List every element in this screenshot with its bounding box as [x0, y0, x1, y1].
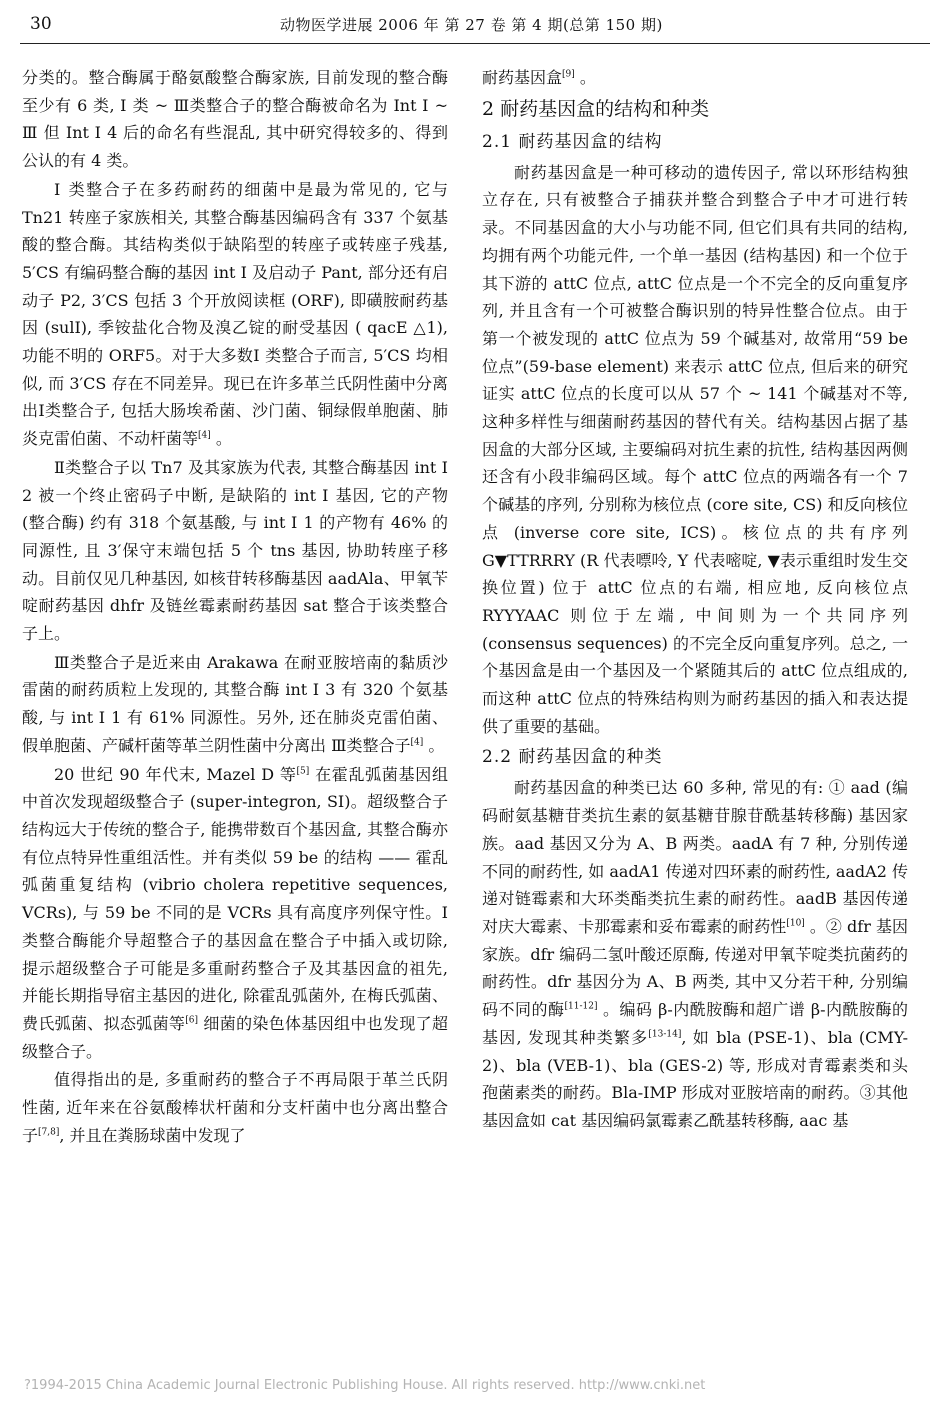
section-heading: 2 耐药基因盒的结构和种类 — [482, 97, 710, 120]
citation: [4] — [410, 737, 424, 748]
paragraph: 耐药基因盒的种类已达 60 多种, 常见的有: ① aad (编码耐氨基糖苷类抗生素的氨基糖苷腺苷酰基转移酶) 基因家族。aad 基因又分为 A、B 两类。aadA 有 7 种, 分别传递不同的耐药性, 如 aadA1 传递对四环素的耐药性, aadA2 传递对链霉素和大环类酯类抗生素的耐药性。aadB 基因传递对庆大霉素、卡那霉素和妥布霉素的耐药性[10] 。② dfr 基因家族。dfr 编码二氢叶酸还原酶, 传递对甲氧苄啶类抗菌药的耐药性。dfr 基因分为 A、B 两类, 其中又分若干种, 分别编码不同的酶[11-12] 。编码 β-内酰胺酶和超广谱 β-内酰胺酶的基因, 发现其种类繁多[13-14], 如 bla (PSE-1)、bla (CMY-2)、bla (VEB-1)、bla (GES-2) 等, 形成对青霉素类和头孢菌素类的耐药。Bla-IMP 形成对亚胺培南的耐药。③其他基因盒如 cat 基因编码氯霉素乙酰基转移酶, aac 基 — [482, 778, 908, 1130]
page-header — [30, 14, 920, 38]
paragraph: 耐药基因盒[9] 。 — [482, 68, 596, 87]
copyright-watermark: ?1994-2015 China Academic Journal Electronic Publishing House. All rights reserved. http://www.cnki.net — [24, 1378, 706, 1393]
page-number: 30 — [30, 14, 52, 34]
citation: [7,8] — [38, 1127, 60, 1138]
left-column — [22, 64, 448, 1150]
paragraph: Ⅱ类整合子以 Tn7 及其家族为代表, 其整合酶基因 int Ⅰ 2 被一个终止密码子中断, 是缺陷的 int Ⅰ 基因, 它的产物 (整合酶) 约有 318 个氨基酸, 与 int Ⅰ 1 的产物有 46% 的同源性, 且 3′保守末端包括 5 个 tns 基因, 协助转座子移动。目前仅见几种基因, 如核苷转移酶基因 aadAla、甲氧苄啶耐药基因 dhfr 及链丝霉素耐药基因 sat 整合于该类整合子上。 — [22, 457, 448, 644]
citation: [10] — [786, 918, 805, 929]
paragraph: 值得指出的是, 多重耐药的整合子不再局限于革兰氏阴性菌, 近年来在谷氨酸棒状杆菌和分支杆菌中也分离出整合子[7,8], 并且在粪肠球菌中发现了 — [22, 1070, 448, 1145]
paragraph: 耐药基因盒是一种可移动的遗传因子, 常以环形结构独立存在, 只有被整合子捕获并整合到整合子中才可进行转录。不同基因盒的大小与功能不同, 但它们具有共同的结构, 均拥有两个功能元件, 一个单一基因 (结构基因) 和一个位于其下游的 attC 位点, attC 位点是一个不完全的反向重复序列, 并且含有一个可被整合酶识别的特异性整合位点。由于第一个被发现的 attC 位点为 59 个碱基对, 故常用“59 be 位点”(59-base element) 来表示 attC 位点, 但后来的研究证实 attC 位点的长度可以从 57 个 ~ 141 个碱基对不等, 这种多样性与细菌耐药基因的替代有关。结构基因占据了基因盒的大部分区域, 主要编码对抗生素的抗性, 结构基因两侧还含有小段非编码区域。每个 attC 位点的两端各有一个 7 个碱基的序列, 分别称为核位点 (core site, CS) 和反向核位点 (inverse core site, ICS)。核位点的共有序列 G▼TTRRRY (R 代表嘌呤, Y 代表嘧啶, ▼表示重组时发生交换位置) 位于 attC 位点的右端, 相应地, 反向核位点 RYYYAAC 则位于左端, 中间则为一个共同序列 (consensus sequences) 的不完全反向重复序列。总之, 一个基因盒是由一个基因及一个紧随其后的 attC 位点组成的, 而这种 attC 位点的特殊结构则为耐药基因的插入和表达提供了重要的基础。 — [482, 162, 908, 736]
citation: [11-12] — [564, 1001, 598, 1012]
running-title: 动物医学进展 2006 年 第 27 卷 第 4 期(总第 150 期) — [280, 16, 663, 34]
citation: [13-14] — [648, 1029, 682, 1040]
paragraph: Ⅰ 类整合子在多药耐药的细菌中是最为常见的, 它与 Tn21 转座子家族相关, 其整合酶基因编码含有 337 个氨基酸的整合酶。其结构类似于缺陷型的转座子或转座子残基, 5′CS 有编码整合酶的基因 int Ⅰ 及启动子 Pant, 部分还有启动子 P2, 3′CS 包括 3 个开放阅读框 (ORF), 即磺胺耐药基因 (sulI), 季铵盐化合物及溴乙锭的耐受基因 ( qacE △1), 功能不明的 ORF5。对于大多数Ⅰ 类整合子而言, 5′CS 均相似, 而 3′CS 存在不同差异。现已在许多革兰氏阴性菌中分离出Ⅰ类整合子, 包括大肠埃希菌、沙门菌、铜绿假单胞菌、肺炎克雷伯菌、不动杆菌等[4] 。 — [22, 179, 448, 449]
subsection-heading: 2.2 耐药基因盒的种类 — [482, 747, 663, 768]
citation: [6] — [185, 1015, 199, 1026]
paragraph: 分类的。整合酶属于酪氨酸整合酶家族, 目前发现的整合酶至少有 6 类, Ⅰ 类 ~ Ⅲ类整合子的整合酶被命名为 Int Ⅰ ~ Ⅲ 但 Int Ⅰ 4 后的命名有些混乱, 其中研究得较多的、得到公认的有 4 类。 — [22, 68, 448, 171]
citation: [9] — [562, 69, 575, 80]
paragraph: 20 世纪 90 年代末, Mazel D 等[5] 在霍乱弧菌基因组中首次发现超级整合子 (super-integron, SI)。超级整合子结构远大于传统的整合子, 能携带数百个基因盒, 其整合酶亦有位点特异性重组活性。并有类似 59 be 的结构 —— 霍乱弧菌重复结构 (vibrio cholera repetitive sequences, VCRs), 与 59 be 不同的是 VCRs 具有高度序列保守性。Ⅰ 类整合酶能介导超整合子的基因盒在整合子中插入或切除, 提示超级整合子可能是多重耐药整合子及其基因盒的祖先, 并能长期指导宿主基因的进化, 除霍乱弧菌外, 在梅氏弧菌、费氏弧菌、拟态弧菌等[6] 细菌的染色体基因组中也发现了超级整合子。 — [22, 764, 448, 1061]
citation: [4] — [198, 430, 211, 441]
paragraph: Ⅲ类整合子是近来由 Arakawa 在耐亚胺培南的黏质沙雷菌的耐药质粒上发现的, 其整合酶 int Ⅰ 3 有 320 个氨基酸, 与 int Ⅰ 1 有 61% 同源性。另外, 还在肺炎克雷伯菌、假单胞菌、产碱杆菌等革兰阴性菌中分离出 Ⅲ类整合子[4] 。 — [22, 652, 448, 755]
header-rule — [20, 43, 930, 44]
subsection-heading: 2.1 耐药基因盒的结构 — [482, 131, 663, 152]
citation: [5] — [296, 766, 310, 777]
right-column — [482, 64, 908, 1136]
